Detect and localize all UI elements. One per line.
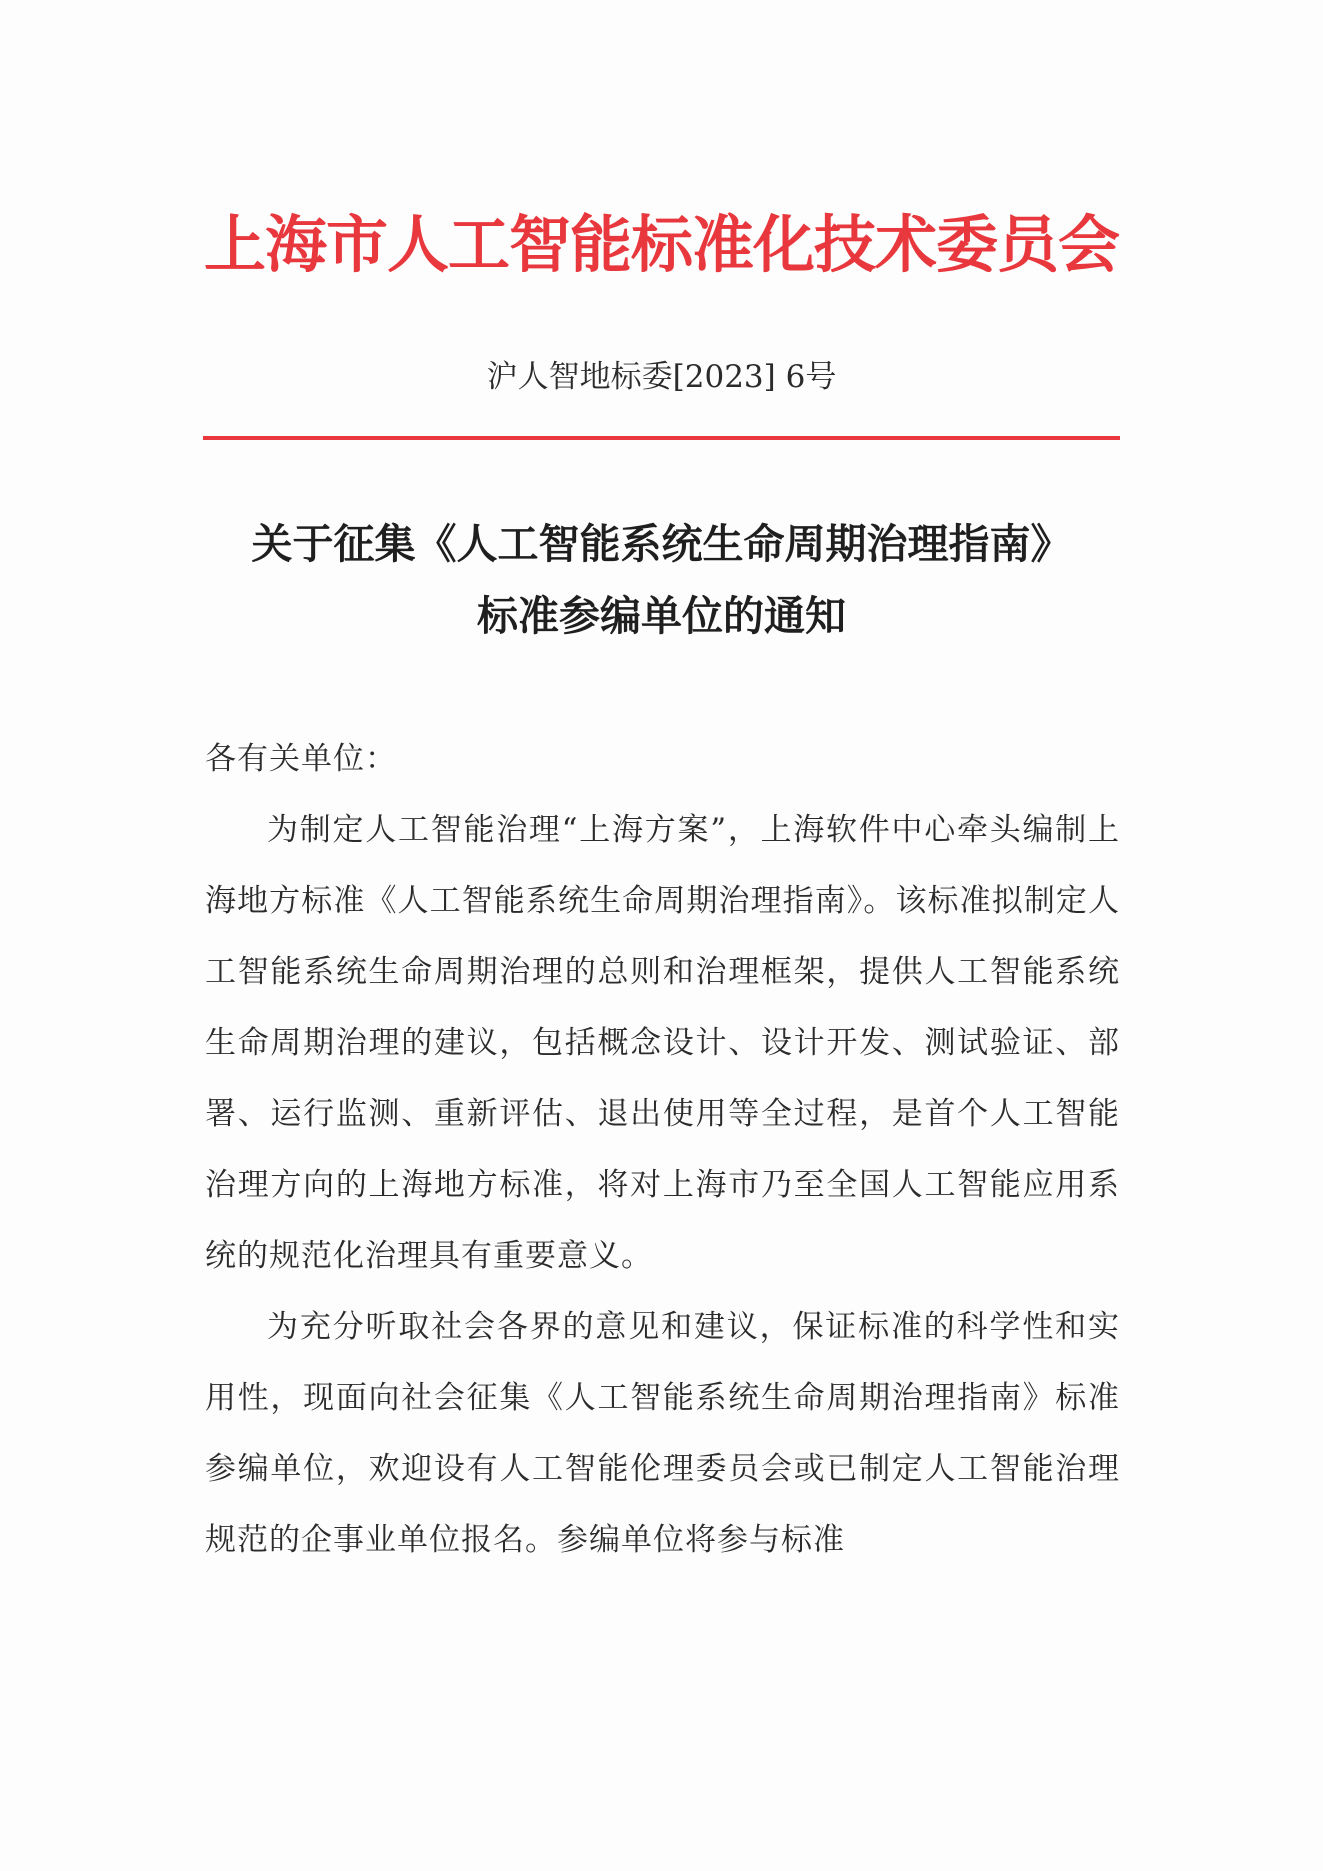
notice-title-line-1: 关于征集《人工智能系统生命周期治理指南》 bbox=[251, 520, 1072, 568]
body-paragraph-1: 为制定人工智能治理“上海方案”，上海软件中心牵头编制上海地方标准《人工智能系统生命周期治理指南》。该标准拟制定人工智能系统生命周期治理的总则和治理框架，提供人工智能系统生命周期治理的建议，包括概念设计、设计开发、测试验证、部署、运行监测、重新评估、退出使用等全过程，是首个人工智能治理方向的上海地方标准，将对上海市乃至全国人工智能应用系统的规范化治理具有重要意义。 bbox=[205, 812, 1120, 1274]
document-number: 沪人智地标委[2023] 6号 bbox=[486, 359, 837, 395]
notice-title bbox=[0, 508, 1323, 652]
notice-title-line-2: 标准参编单位的通知 bbox=[477, 592, 846, 640]
body-paragraph-2: 为充分听取社会各界的意见和建议，保证标准的科学性和实用性，现面向社会征集《人工智能系统生命周期治理指南》标准参编单位，欢迎设有人工智能伦理委员会或已制定人工智能治理规范的企事业单位报名。参编单位将参与标准 bbox=[205, 1309, 1120, 1558]
letterhead-divider bbox=[203, 436, 1120, 440]
notice-body bbox=[205, 724, 1120, 1576]
salutation: 各有关单位： bbox=[205, 741, 397, 777]
letterhead-org-name: 上海市人工智能标准化技术委员会 bbox=[203, 208, 1119, 281]
